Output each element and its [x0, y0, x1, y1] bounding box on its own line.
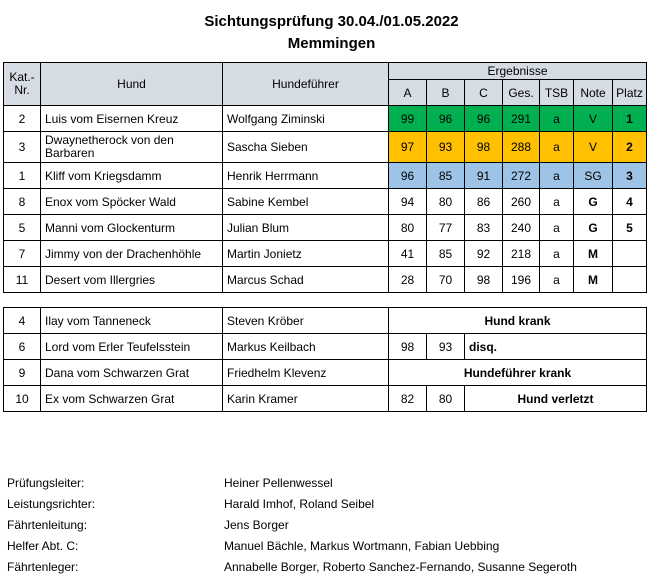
- page-subtitle: Memmingen: [287, 35, 376, 52]
- table-gap-cell: [4, 293, 647, 308]
- cell-ges: 218: [503, 241, 540, 267]
- cell-ges: 196: [503, 267, 540, 293]
- cell-tsb: a: [540, 189, 574, 215]
- cell-b: 70: [427, 267, 465, 293]
- cell-status: Hund krank: [389, 308, 647, 334]
- cell-fuehrer: Friedhelm Klevenz: [223, 360, 389, 386]
- credit-value: Annabelle Borger, Roberto Sanchez-Fernando, Susanne Segeroth: [224, 560, 577, 574]
- cell-nr: 7: [4, 241, 41, 267]
- cell-tsb: a: [540, 241, 574, 267]
- cell-empty: [503, 334, 647, 360]
- cell-b: 80: [427, 386, 465, 412]
- cell-a: 98: [389, 334, 427, 360]
- cell-platz: 2: [613, 132, 647, 163]
- page-title: Sichtungsprüfung 30.04./01.05.2022: [204, 13, 459, 30]
- credit-row: [7, 539, 657, 560]
- cell-platz: 5: [613, 215, 647, 241]
- cell-hund: Ilay vom Tanneneck: [41, 308, 223, 334]
- cell-fuehrer: Julian Blum: [223, 215, 389, 241]
- cell-ges: 272: [503, 163, 540, 189]
- credit-row: [7, 497, 657, 518]
- cell-nr: 10: [4, 386, 41, 412]
- header-kat-text: [9, 70, 34, 97]
- cell-hund: Lord vom Erler Teufelsstein: [41, 334, 223, 360]
- cell-a: 97: [389, 132, 427, 163]
- cell-ges: 240: [503, 215, 540, 241]
- header-ges: Ges.: [503, 80, 540, 106]
- credit-value: Manuel Bächle, Markus Wortmann, Fabian Uebbing: [224, 539, 500, 553]
- cell-note: SG: [574, 163, 613, 189]
- table-row: [4, 308, 647, 334]
- credit-value: Heiner Pellenwessel: [224, 476, 333, 490]
- cell-note: V: [574, 132, 613, 163]
- cell-tsb: a: [540, 106, 574, 132]
- cell-note: V: [574, 106, 613, 132]
- cell-hund: Ex vom Schwarzen Grat: [41, 386, 223, 412]
- cell-tsb: a: [540, 163, 574, 189]
- cell-a: 80: [389, 215, 427, 241]
- cell-a: 41: [389, 241, 427, 267]
- cell-note: M: [574, 267, 613, 293]
- cell-nr: 8: [4, 189, 41, 215]
- cell-fuehrer: Sabine Kembel: [223, 189, 389, 215]
- cell-note: G: [574, 189, 613, 215]
- cell-nr: 3: [4, 132, 41, 163]
- cell-hund: Enox vom Spöcker Wald: [41, 189, 223, 215]
- credit-label: Fährtenleitung:: [7, 518, 88, 532]
- cell-note: G: [574, 215, 613, 241]
- cell-hund: Jimmy von der Drachenhöhle: [41, 241, 223, 267]
- cell-b: 77: [427, 215, 465, 241]
- cell-fuehrer: Karin Kramer: [223, 386, 389, 412]
- cell-status: Hundeführer krank: [389, 360, 647, 386]
- cell-hund: Dana vom Schwarzen Grat: [41, 360, 223, 386]
- cell-tsb: a: [540, 132, 574, 163]
- cell-b: 85: [427, 163, 465, 189]
- footer-credits: [7, 476, 657, 581]
- cell-tsb: a: [540, 215, 574, 241]
- cell-hund: Kliff vom Kriegsdamm: [41, 163, 223, 189]
- cell-c: 92: [465, 241, 503, 267]
- credit-label: Leistungsrichter:: [7, 497, 96, 511]
- cell-a: 99: [389, 106, 427, 132]
- cell-c: 91: [465, 163, 503, 189]
- header-c: C: [465, 80, 503, 106]
- table-row: [4, 360, 647, 386]
- credit-value: Jens Borger: [224, 518, 289, 532]
- table-row: [4, 267, 647, 293]
- header-tsb: TSB: [540, 80, 574, 106]
- cell-hund: Luis vom Eisernen Kreuz: [41, 106, 223, 132]
- cell-c: 98: [465, 267, 503, 293]
- header-note: Note: [574, 80, 613, 106]
- cell-nr: 9: [4, 360, 41, 386]
- cell-platz: [613, 241, 647, 267]
- credit-label: Prüfungsleiter:: [7, 476, 85, 490]
- cell-fuehrer: Wolfgang Ziminski: [223, 106, 389, 132]
- cell-nr: 1: [4, 163, 41, 189]
- table-row: [4, 334, 647, 360]
- cell-c: 86: [465, 189, 503, 215]
- credit-value: Harald Imhof, Roland Seibel: [224, 497, 375, 511]
- cell-b: 93: [427, 334, 465, 360]
- cell-tsb: a: [540, 267, 574, 293]
- results-table-body: [4, 63, 647, 412]
- header-fuehrer: Hundeführer: [223, 63, 389, 106]
- header-a: A: [389, 80, 427, 106]
- table-row: [4, 163, 647, 189]
- cell-c: 83: [465, 215, 503, 241]
- cell-status: Hund verletzt: [465, 386, 647, 412]
- cell-fuehrer: Sascha Sieben: [223, 132, 389, 163]
- credit-row: [7, 476, 657, 497]
- table-row: [4, 241, 647, 267]
- cell-nr: 5: [4, 215, 41, 241]
- cell-nr: 4: [4, 308, 41, 334]
- table-row: [4, 132, 647, 163]
- cell-c: 98: [465, 132, 503, 163]
- cell-a: 96: [389, 163, 427, 189]
- credit-label: Fährtenleger:: [7, 560, 79, 574]
- header-platz: Platz: [613, 80, 647, 106]
- header-ergebnisse: Ergebnisse: [389, 63, 647, 80]
- cell-nr: 2: [4, 106, 41, 132]
- cell-hund: Dwaynetherock von den Barbaren: [41, 132, 223, 163]
- cell-b: 80: [427, 189, 465, 215]
- cell-c: 96: [465, 106, 503, 132]
- cell-ges: 288: [503, 132, 540, 163]
- cell-a: 82: [389, 386, 427, 412]
- table-gap: [4, 293, 647, 308]
- cell-hund: Desert vom Illergries: [41, 267, 223, 293]
- cell-platz: 1: [613, 106, 647, 132]
- table-row: [4, 386, 647, 412]
- cell-platz: 3: [613, 163, 647, 189]
- header-kat: [4, 63, 41, 106]
- cell-platz: [613, 267, 647, 293]
- header-hund: Hund: [41, 63, 223, 106]
- cell-ges: 291: [503, 106, 540, 132]
- cell-a: 94: [389, 189, 427, 215]
- table-row: [4, 189, 647, 215]
- credit-label: Helfer Abt. C:: [7, 539, 79, 553]
- cell-ges: 260: [503, 189, 540, 215]
- header-kat-line: Nr.: [14, 83, 30, 97]
- credit-row: [7, 518, 657, 539]
- cell-fuehrer: Marcus Schad: [223, 267, 389, 293]
- cell-fuehrer: Henrik Herrmann: [223, 163, 389, 189]
- table-row: [4, 215, 647, 241]
- table-row: [4, 106, 647, 132]
- cell-fuehrer: Markus Keilbach: [223, 334, 389, 360]
- cell-b: 93: [427, 132, 465, 163]
- cell-fuehrer: Martin Jonietz: [223, 241, 389, 267]
- header-kat-line: Kat.-: [9, 70, 35, 84]
- results-table: [3, 62, 647, 412]
- cell-platz: 4: [613, 189, 647, 215]
- cell-note: M: [574, 241, 613, 267]
- cell-nr: 6: [4, 334, 41, 360]
- credit-row: [7, 560, 657, 581]
- header-row-1: [4, 63, 647, 80]
- cell-b: 96: [427, 106, 465, 132]
- cell-a: 28: [389, 267, 427, 293]
- cell-status: disq.: [465, 334, 503, 360]
- header-b: B: [427, 80, 465, 106]
- cell-hund: Manni vom Glockenturm: [41, 215, 223, 241]
- cell-nr: 11: [4, 267, 41, 293]
- cell-fuehrer: Steven Kröber: [223, 308, 389, 334]
- cell-b: 85: [427, 241, 465, 267]
